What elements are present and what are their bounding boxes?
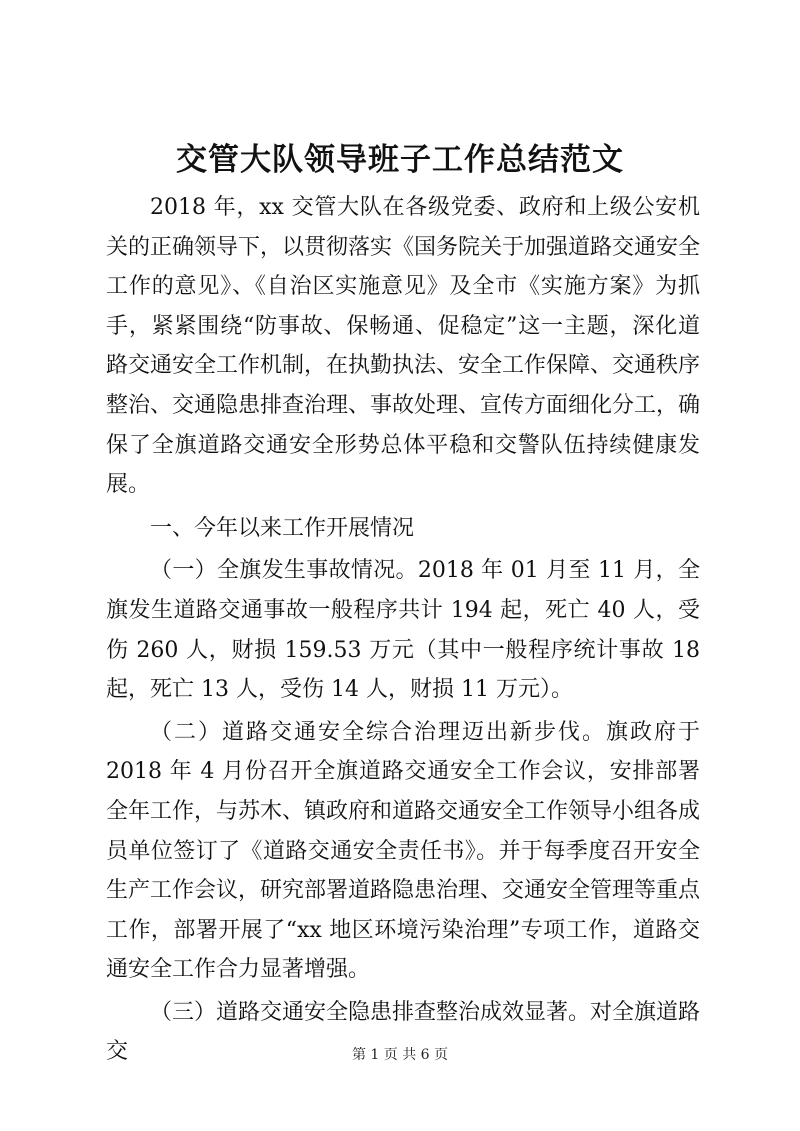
paragraph-hazard-inspection: （三）道路交通安全隐患排查整治成效显著。对全旗道路交 bbox=[106, 999, 701, 1065]
document-body bbox=[106, 188, 700, 1072]
document-title: 交管大队领导班子工作总结范文 bbox=[176, 142, 624, 178]
page-number-footer: 第 1 页 共 6 页 bbox=[351, 1047, 449, 1063]
paragraph-comprehensive-governance: （二）道路交通安全综合治理迈出新步伐。旗政府于 2018 年 4 月份召开全旗道路交通安全工作会议，安排部署全年工作，与苏木、镇政府和道路交通安全工作领导小组各成员单位签订了《道路交通安全责任书》。并于每季度召开安全生产工作会议，研究部署道路隐患治理、交通安全管理等重点工作，部署开展了“xx 地区环境污染治理”专项工作，道路交通安全工作合力显著增强。 bbox=[106, 719, 701, 983]
section-heading: 一、今年以来工作开展情况 bbox=[150, 515, 415, 541]
paragraph-intro: 2018 年，xx 交管大队在各级党委、政府和上级公安机关的正确领导下，以贯彻落实《国务院关于加强道路交通安全工作的意见》、《自治区实施意见》及全市《实施方案》为抓手，紧紧围绕“防事故、保畅通、促稳定”这一主题，深化道路交通安全工作机制，在执勤执法、安全工作保障、交通秩序整治、交通隐患排查治理、事故处理、宣传方面细化分工，确保了全旗道路交通安全形势总体平稳和交警队伍持续健康发展。 bbox=[106, 195, 701, 498]
paragraph-accidents: （一）全旗发生事故情况。2018 年 01 月至 11 月，全旗发生道路交通事故一般程序共计 194 起，死亡 40 人，受伤 260 人，财损 159.53 万元（其中一般程序统计事故 18 起，死亡 13 人，受伤 14 人，财损 11 万元）。 bbox=[106, 558, 700, 703]
